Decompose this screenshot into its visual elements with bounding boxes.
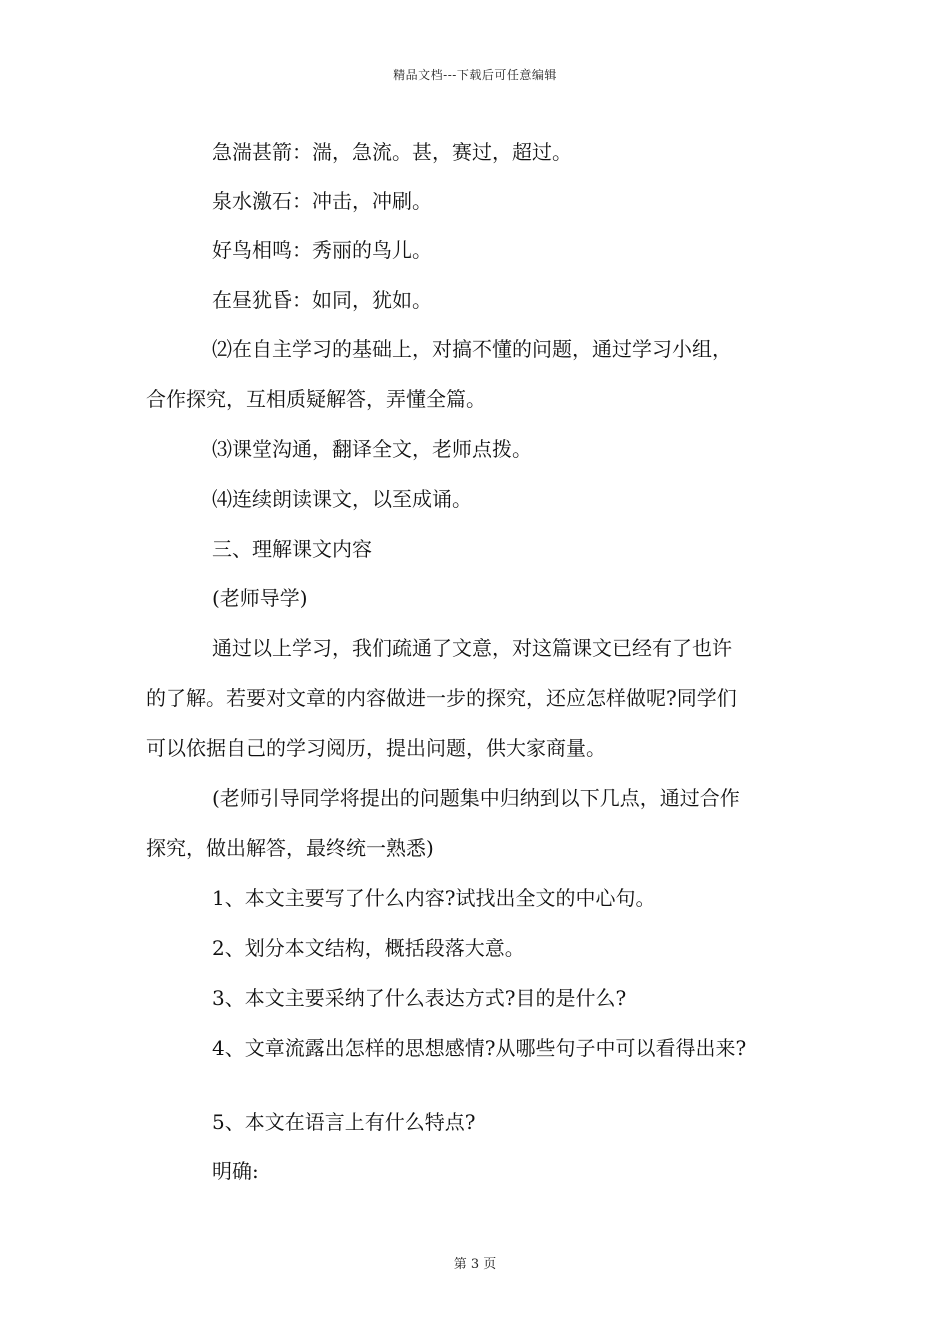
text-line: 在昼犹昏：如同，犹如。 xyxy=(212,288,432,312)
page-number: 第 3 页 xyxy=(453,1257,497,1272)
text-line: 急湍甚箭：湍，急流。甚，赛过，超过。 xyxy=(212,140,572,164)
text-line: 泉水激石：冲击，冲刷。 xyxy=(212,189,432,213)
list-item: 3、本文主要采纳了什么表达方式?目的是什么? xyxy=(212,986,627,1010)
list-item: 5、本文在语言上有什么特点? xyxy=(212,1110,476,1134)
list-item: 2、划分本文结构，概括段落大意。 xyxy=(212,936,525,960)
section-heading: 三、理解课文内容 xyxy=(212,537,372,561)
text-line: 通过以上学习，我们疏通了文意，对这篇课文已经有了也许 xyxy=(212,636,732,660)
text-line: ⑵在自主学习的基础上，对搞不懂的问题，通过学习小组， xyxy=(212,337,732,361)
text-line: 合作探究，互相质疑解答，弄懂全篇。 xyxy=(146,387,486,411)
text-line: 的了解。若要对文章的内容做进一步的探究，还应怎样做呢?同学们 xyxy=(146,686,737,710)
text-line: ⑷连续朗读课文，以至成诵。 xyxy=(212,487,472,511)
text-line: (老师导学) xyxy=(212,586,308,610)
list-item: 4、文章流露出怎样的思想感情?从哪些句子中可以看得出来? xyxy=(212,1036,747,1060)
text-line: 探究，做出解答，最终统一熟悉) xyxy=(146,836,434,860)
text-line: 可以依据自己的学习阅历，提出问题，供大家商量。 xyxy=(146,736,606,760)
page-header: 精品文档---下载后可任意编辑 xyxy=(393,68,557,82)
text-line: (老师引导同学将提出的问题集中归纳到以下几点，通过合作 xyxy=(212,786,740,810)
text-line: 好鸟相鸣：秀丽的鸟儿。 xyxy=(212,238,432,262)
text-line: ⑶课堂沟通，翻译全文，老师点拨。 xyxy=(212,437,532,461)
text-line: 明确: xyxy=(212,1159,259,1183)
list-item: 1、本文主要写了什么内容?试找出全文的中心句。 xyxy=(212,886,656,910)
